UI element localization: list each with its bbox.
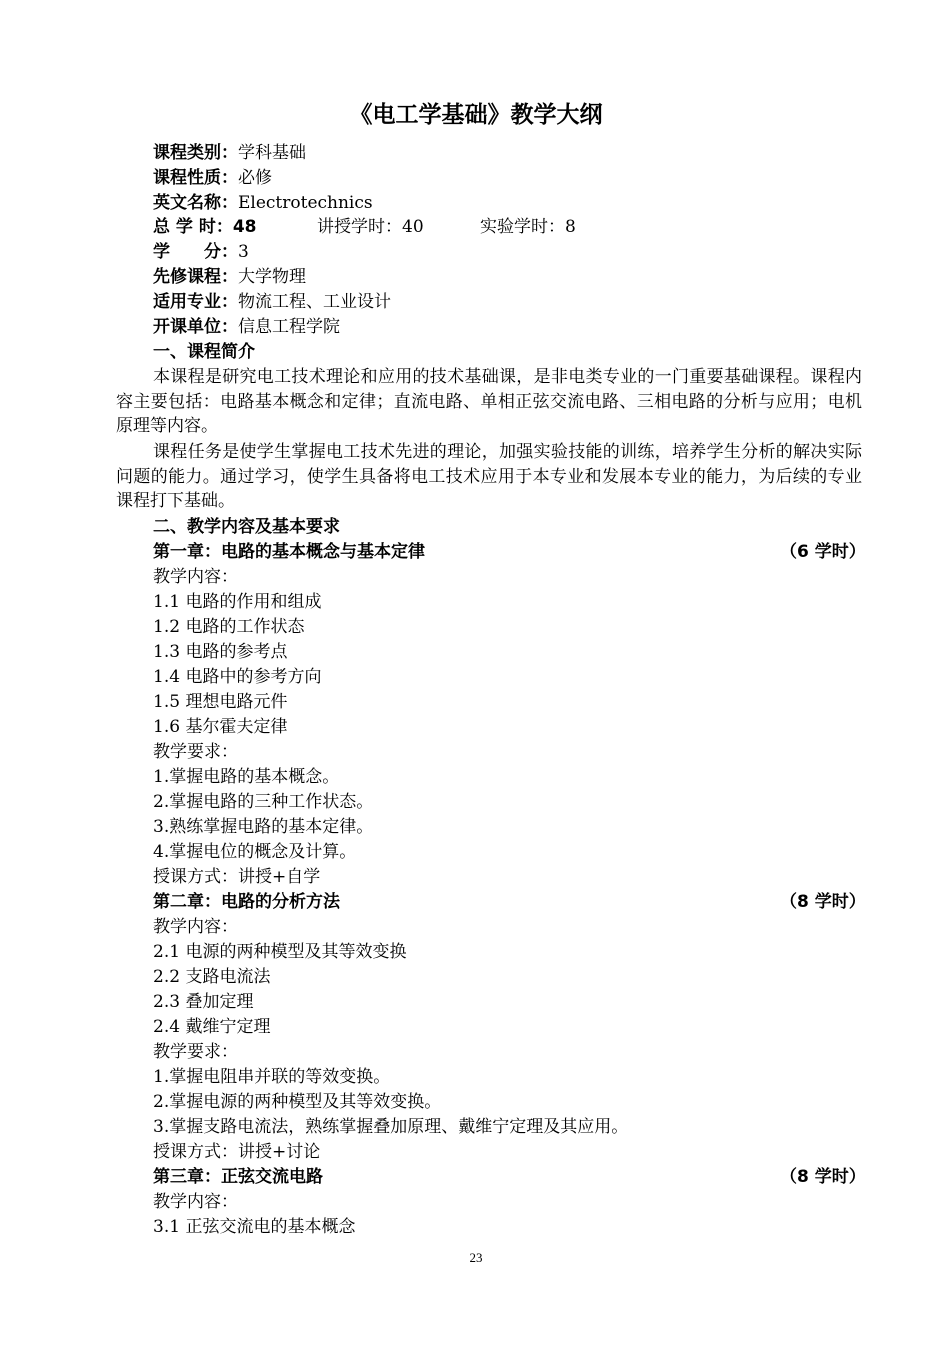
chapter-3-content-label: 教学内容： bbox=[153, 1192, 238, 1212]
english-name bbox=[153, 191, 373, 215]
chapter-1-teaching-method: 授课方式：讲授+自学 bbox=[153, 867, 321, 887]
list-item: 2.2 支路电流法 bbox=[153, 967, 271, 987]
department-label: 开课单位： bbox=[153, 317, 238, 337]
list-item: 1.1 电路的作用和组成 bbox=[153, 592, 322, 612]
lab-hours-value: 8 bbox=[565, 217, 576, 237]
lab-hours-label: 实验学时： bbox=[480, 217, 565, 237]
list-item: 2.4 戴维宁定理 bbox=[153, 1017, 271, 1037]
section-heading-intro: 一、课程简介 bbox=[153, 342, 255, 362]
course-nature-value: 必修 bbox=[238, 168, 272, 188]
total-hours-label: 总 学 时： bbox=[153, 217, 233, 237]
chapter-2-hours: （8 学时） bbox=[780, 892, 866, 912]
list-item: 2.1 电源的两种模型及其等效变换 bbox=[153, 942, 407, 962]
list-item: 2.掌握电路的三种工作状态。 bbox=[153, 792, 374, 812]
list-item: 1.掌握电路的基本概念。 bbox=[153, 767, 340, 787]
list-item: 1.4 电路中的参考方向 bbox=[153, 667, 322, 687]
list-item: 1.2 电路的工作状态 bbox=[153, 617, 305, 637]
intro-paragraph-1: 本课程是研究电工技术理论和应用的技术基础课，是非电类专业的一门重要基础课程。课程内容主要包括：电路基本概念和定律；直流电路、单相正弦交流电路、三相电路的分析与应用；电机原理等内容。 bbox=[116, 367, 862, 437]
list-item: 1.5 理想电路元件 bbox=[153, 692, 288, 712]
chapter-1-title: 第一章：电路的基本概念与基本定律 bbox=[153, 542, 425, 562]
prerequisite bbox=[153, 265, 306, 289]
lecture-hours-label: 讲授学时： bbox=[317, 217, 402, 237]
list-item: 1.掌握电阻串并联的等效变换。 bbox=[153, 1067, 391, 1087]
list-item: 3.熟练掌握电路的基本定律。 bbox=[153, 817, 374, 837]
applicable-major-label: 适用专业： bbox=[153, 292, 238, 312]
list-item: 1.3 电路的参考点 bbox=[153, 642, 288, 662]
department-value: 信息工程学院 bbox=[238, 317, 340, 337]
course-category-value: 学科基础 bbox=[238, 143, 306, 163]
page-number: 23 bbox=[469, 1250, 483, 1265]
course-category-label: 课程类别： bbox=[153, 143, 238, 163]
list-item: 2.掌握电源的两种模型及其等效变换。 bbox=[153, 1092, 442, 1112]
lab-hours bbox=[480, 215, 576, 239]
course-category bbox=[153, 141, 306, 165]
chapter-3-title: 第三章：正弦交流电路 bbox=[153, 1167, 323, 1187]
chapter-1-hours: （6 学时） bbox=[780, 542, 866, 562]
chapter-3-hours: （8 学时） bbox=[780, 1167, 866, 1187]
credits bbox=[153, 240, 249, 264]
lecture-hours bbox=[317, 215, 424, 239]
list-item: 3.掌握支路电流法，熟练掌握叠加原理、戴维宁定理及其应用。 bbox=[153, 1117, 629, 1137]
applicable-major-value: 物流工程、工业设计 bbox=[238, 292, 391, 312]
list-item: 4.掌握电位的概念及计算。 bbox=[153, 842, 357, 862]
credits-value: 3 bbox=[238, 242, 249, 262]
lecture-hours-value: 40 bbox=[402, 217, 424, 237]
course-nature-label: 课程性质： bbox=[153, 168, 238, 188]
credits-label: 学 分： bbox=[153, 242, 238, 262]
department bbox=[153, 315, 340, 339]
chapter-1-requirements-label: 教学要求： bbox=[153, 742, 238, 762]
total-hours-value: 48 bbox=[232, 217, 257, 237]
english-name-label: 英文名称： bbox=[153, 193, 238, 213]
applicable-major bbox=[153, 290, 391, 314]
list-item: 3.1 正弦交流电的基本概念 bbox=[153, 1217, 356, 1237]
intro-paragraph-2: 课程任务是使学生掌握电工技术先进的理论，加强实验技能的训练，培养学生分析的解决实际问题的能力。通过学习，使学生具备将电工技术应用于本专业和发展本专业的能力，为后续的专业课程打下基础。 bbox=[116, 442, 862, 512]
chapter-2-content-label: 教学内容： bbox=[153, 917, 238, 937]
list-item: 2.3 叠加定理 bbox=[153, 992, 254, 1012]
course-nature bbox=[153, 166, 272, 190]
chapter-1-content-label: 教学内容： bbox=[153, 567, 238, 587]
page-title: 《电工学基础》教学大纲 bbox=[349, 102, 603, 128]
prerequisite-value: 大学物理 bbox=[238, 267, 306, 287]
chapter-2-teaching-method: 授课方式：讲授+讨论 bbox=[153, 1142, 321, 1162]
english-name-value: Electrotechnics bbox=[238, 193, 373, 213]
chapter-2-requirements-label: 教学要求： bbox=[153, 1042, 238, 1062]
total-hours bbox=[153, 215, 257, 239]
chapter-2-title: 第二章：电路的分析方法 bbox=[153, 892, 340, 912]
section-heading-content: 二、教学内容及基本要求 bbox=[153, 517, 340, 537]
prerequisite-label: 先修课程： bbox=[153, 267, 238, 287]
list-item: 1.6 基尔霍夫定律 bbox=[153, 717, 288, 737]
